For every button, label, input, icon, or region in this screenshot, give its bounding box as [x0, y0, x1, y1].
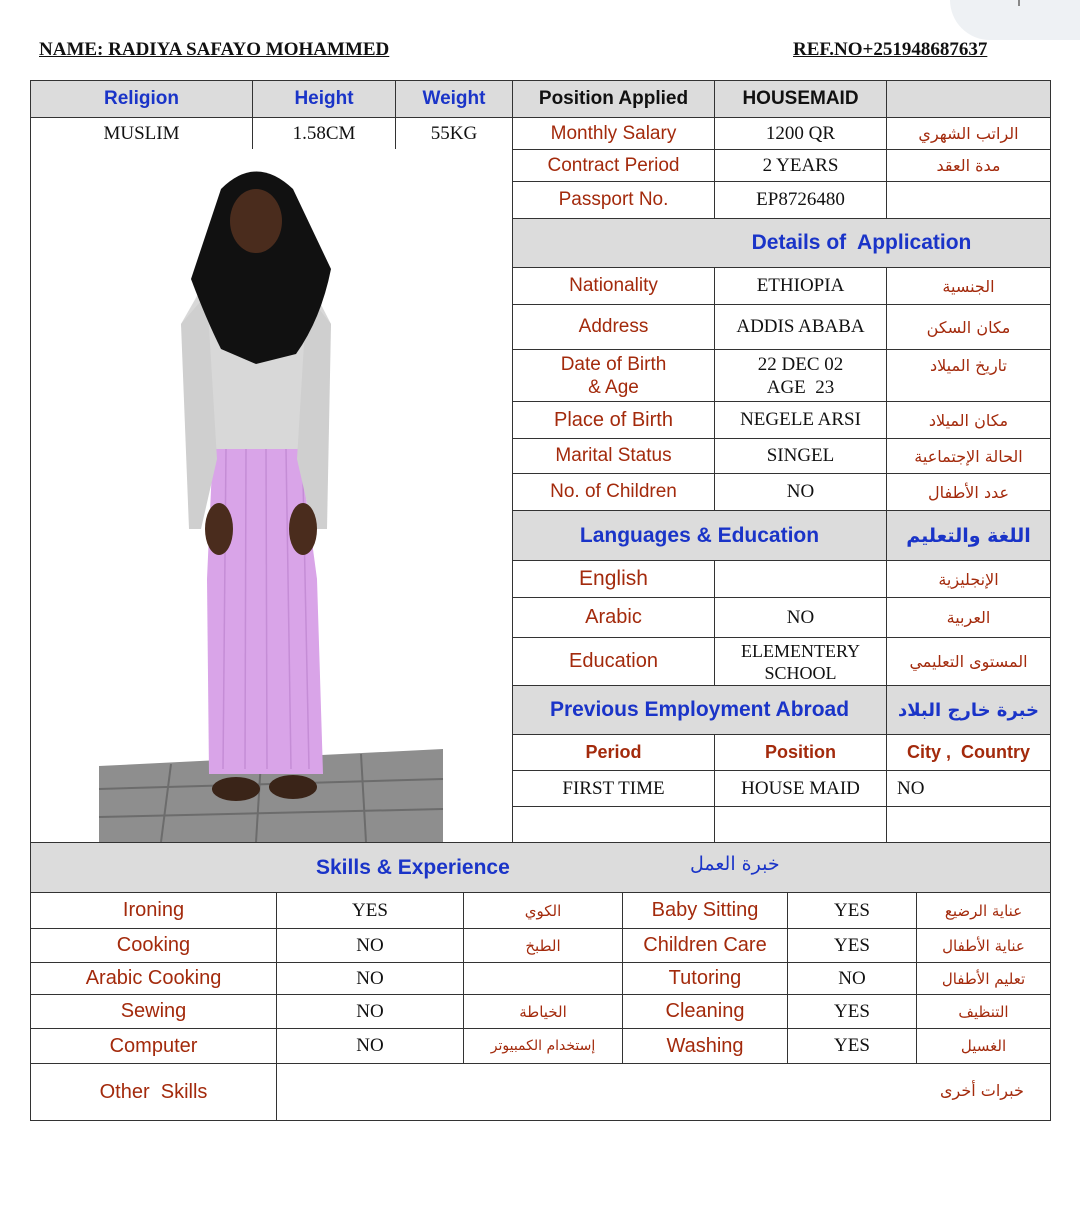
skill-cooking-arabic: الطبخ [463, 928, 623, 963]
english-arabic: الإنجليزية [886, 560, 1051, 598]
skill-arabic-cooking-arabic [463, 962, 623, 995]
education-arabic: المستوى التعليمي [886, 637, 1051, 686]
weight-value: 55KG [395, 117, 513, 150]
marital-status-value: SINGEL [714, 438, 887, 474]
education-value [714, 637, 887, 686]
nationality-value: ETHIOPIA [714, 267, 887, 305]
skill-children-care-arabic: عناية الأطفال [916, 928, 1051, 963]
skill-sewing-arabic: الخياطة [463, 994, 623, 1029]
employment-empty-period [512, 806, 715, 843]
place-of-birth-value: NEGELE ARSI [714, 401, 887, 439]
skill-computer-label: Computer [30, 1028, 277, 1064]
passport-empty [886, 181, 1051, 219]
employment-empty-city [886, 806, 1051, 843]
reference-number: REF.NO+251948687637 [793, 39, 988, 60]
religion-header: Religion [30, 80, 253, 118]
employment-position-header: Position [714, 734, 887, 771]
employment-position-value: HOUSE MAID [714, 770, 887, 807]
skill-ironing-arabic: الكوي [463, 892, 623, 929]
education-label: Education [512, 637, 715, 686]
skill-arabic-cooking-value: NO [276, 962, 464, 995]
dob-value [714, 349, 887, 402]
skills-section-title: Skills & Experience [316, 856, 510, 879]
languages-section-title: Languages & Education [512, 510, 887, 561]
children-label: No. of Children [512, 473, 715, 511]
monthly-salary-label: Monthly Salary [512, 117, 715, 150]
dob-label-line1: Date of Birth [560, 353, 667, 375]
skill-computer-arabic: إستخدام الكمبيوتر [463, 1028, 623, 1064]
other-skills-label: Other Skills [30, 1063, 277, 1121]
skill-children-care-label: Children Care [622, 928, 788, 963]
dob-value-date: 22 DEC 02 [757, 353, 844, 375]
skills-section-title-arabic: خبرة العمل [690, 853, 780, 875]
arabic-label: Arabic [512, 597, 715, 638]
skill-tutoring-value: NO [787, 962, 917, 995]
skill-baby-sitting-value: YES [787, 892, 917, 929]
dob-value-age: AGE 23 [766, 376, 835, 398]
employment-city-value: NO [886, 770, 1051, 807]
skill-ironing-label: Ironing [30, 892, 277, 929]
skill-sewing-label: Sewing [30, 994, 277, 1029]
dob-label-line2: & Age [588, 376, 639, 398]
english-label: English [512, 560, 715, 598]
dob-label [512, 349, 715, 402]
skill-arabic-cooking-label: Arabic Cooking [30, 962, 277, 995]
english-value [714, 560, 887, 598]
page-corner-decoration [950, 0, 1080, 40]
education-value-line2: SCHOOL [764, 662, 837, 683]
skill-cleaning-value: YES [787, 994, 917, 1029]
skill-ironing-value: YES [276, 892, 464, 929]
employment-section-title: Previous Employment Abroad [512, 685, 887, 735]
nationality-label: Nationality [512, 267, 715, 305]
skill-washing-label: Washing [622, 1028, 788, 1064]
marital-status-arabic: الحالة الإجتماعية [886, 438, 1051, 474]
contract-period-arabic: مدة العقد [886, 149, 1051, 182]
height-header: Height [252, 80, 396, 118]
skill-washing-arabic: الغسيل [916, 1028, 1051, 1064]
other-skills-arabic: خبرات أخرى [940, 1081, 1024, 1100]
skill-cleaning-arabic: التنظيف [916, 994, 1051, 1029]
contract-period-value: 2 YEARS [714, 149, 887, 182]
children-arabic: عدد الأطفال [886, 473, 1051, 511]
position-applied-label: Position Applied [512, 80, 715, 118]
monthly-salary-arabic: الراتب الشهري [886, 117, 1051, 150]
monthly-salary-value: 1200 QR [714, 117, 887, 150]
passport-label: Passport No. [512, 181, 715, 219]
position-applied-empty [886, 80, 1051, 118]
other-skills-value [276, 1063, 1051, 1121]
weight-header: Weight [395, 80, 513, 118]
height-value: 1.58CM [252, 117, 396, 150]
skill-washing-value: YES [787, 1028, 917, 1064]
employment-period-value: FIRST TIME [512, 770, 715, 807]
skills-section-header [30, 842, 1051, 893]
passport-value: EP8726480 [714, 181, 887, 219]
position-applied-value: HOUSEMAID [714, 80, 887, 118]
skill-computer-value: NO [276, 1028, 464, 1064]
address-arabic: مكان السكن [886, 304, 1051, 350]
contract-period-label: Contract Period [512, 149, 715, 182]
skill-tutoring-arabic: تعليم الأطفال [916, 962, 1051, 995]
details-section-title: Details of Application [512, 218, 1051, 268]
education-value-line1: ELEMENTERY [741, 640, 860, 661]
dob-arabic: تاريخ الميلاد [886, 349, 1051, 402]
skill-tutoring-label: Tutoring [622, 962, 788, 995]
place-of-birth-label: Place of Birth [512, 401, 715, 439]
employment-period-header: Period [512, 734, 715, 771]
employment-empty-position [714, 806, 887, 843]
languages-section-title-arabic: اللغة والتعليم [886, 510, 1051, 561]
marital-status-label: Marital Status [512, 438, 715, 474]
children-value: NO [714, 473, 887, 511]
arabic-arabic: العربية [886, 597, 1051, 638]
place-of-birth-arabic: مكان الميلاد [886, 401, 1051, 439]
employment-section-title-arabic: خبرة خارج البلاد [886, 685, 1051, 735]
candidate-photo [31, 149, 512, 842]
candidate-name: NAME: RADIYA SAFAYO MOHAMMED [39, 39, 390, 60]
skill-cooking-value: NO [276, 928, 464, 963]
skill-cooking-label: Cooking [30, 928, 277, 963]
skill-baby-sitting-label: Baby Sitting [622, 892, 788, 929]
skill-sewing-value: NO [276, 994, 464, 1029]
religion-value: MUSLIM [30, 117, 253, 150]
arabic-value: NO [714, 597, 887, 638]
nationality-arabic: الجنسية [886, 267, 1051, 305]
address-value: ADDIS ABABA [714, 304, 887, 350]
skill-baby-sitting-arabic: عناية الرضيع [916, 892, 1051, 929]
skill-cleaning-label: Cleaning [622, 994, 788, 1029]
skill-children-care-value: YES [787, 928, 917, 963]
address-label: Address [512, 304, 715, 350]
employment-city-header: City , Country [886, 734, 1051, 771]
